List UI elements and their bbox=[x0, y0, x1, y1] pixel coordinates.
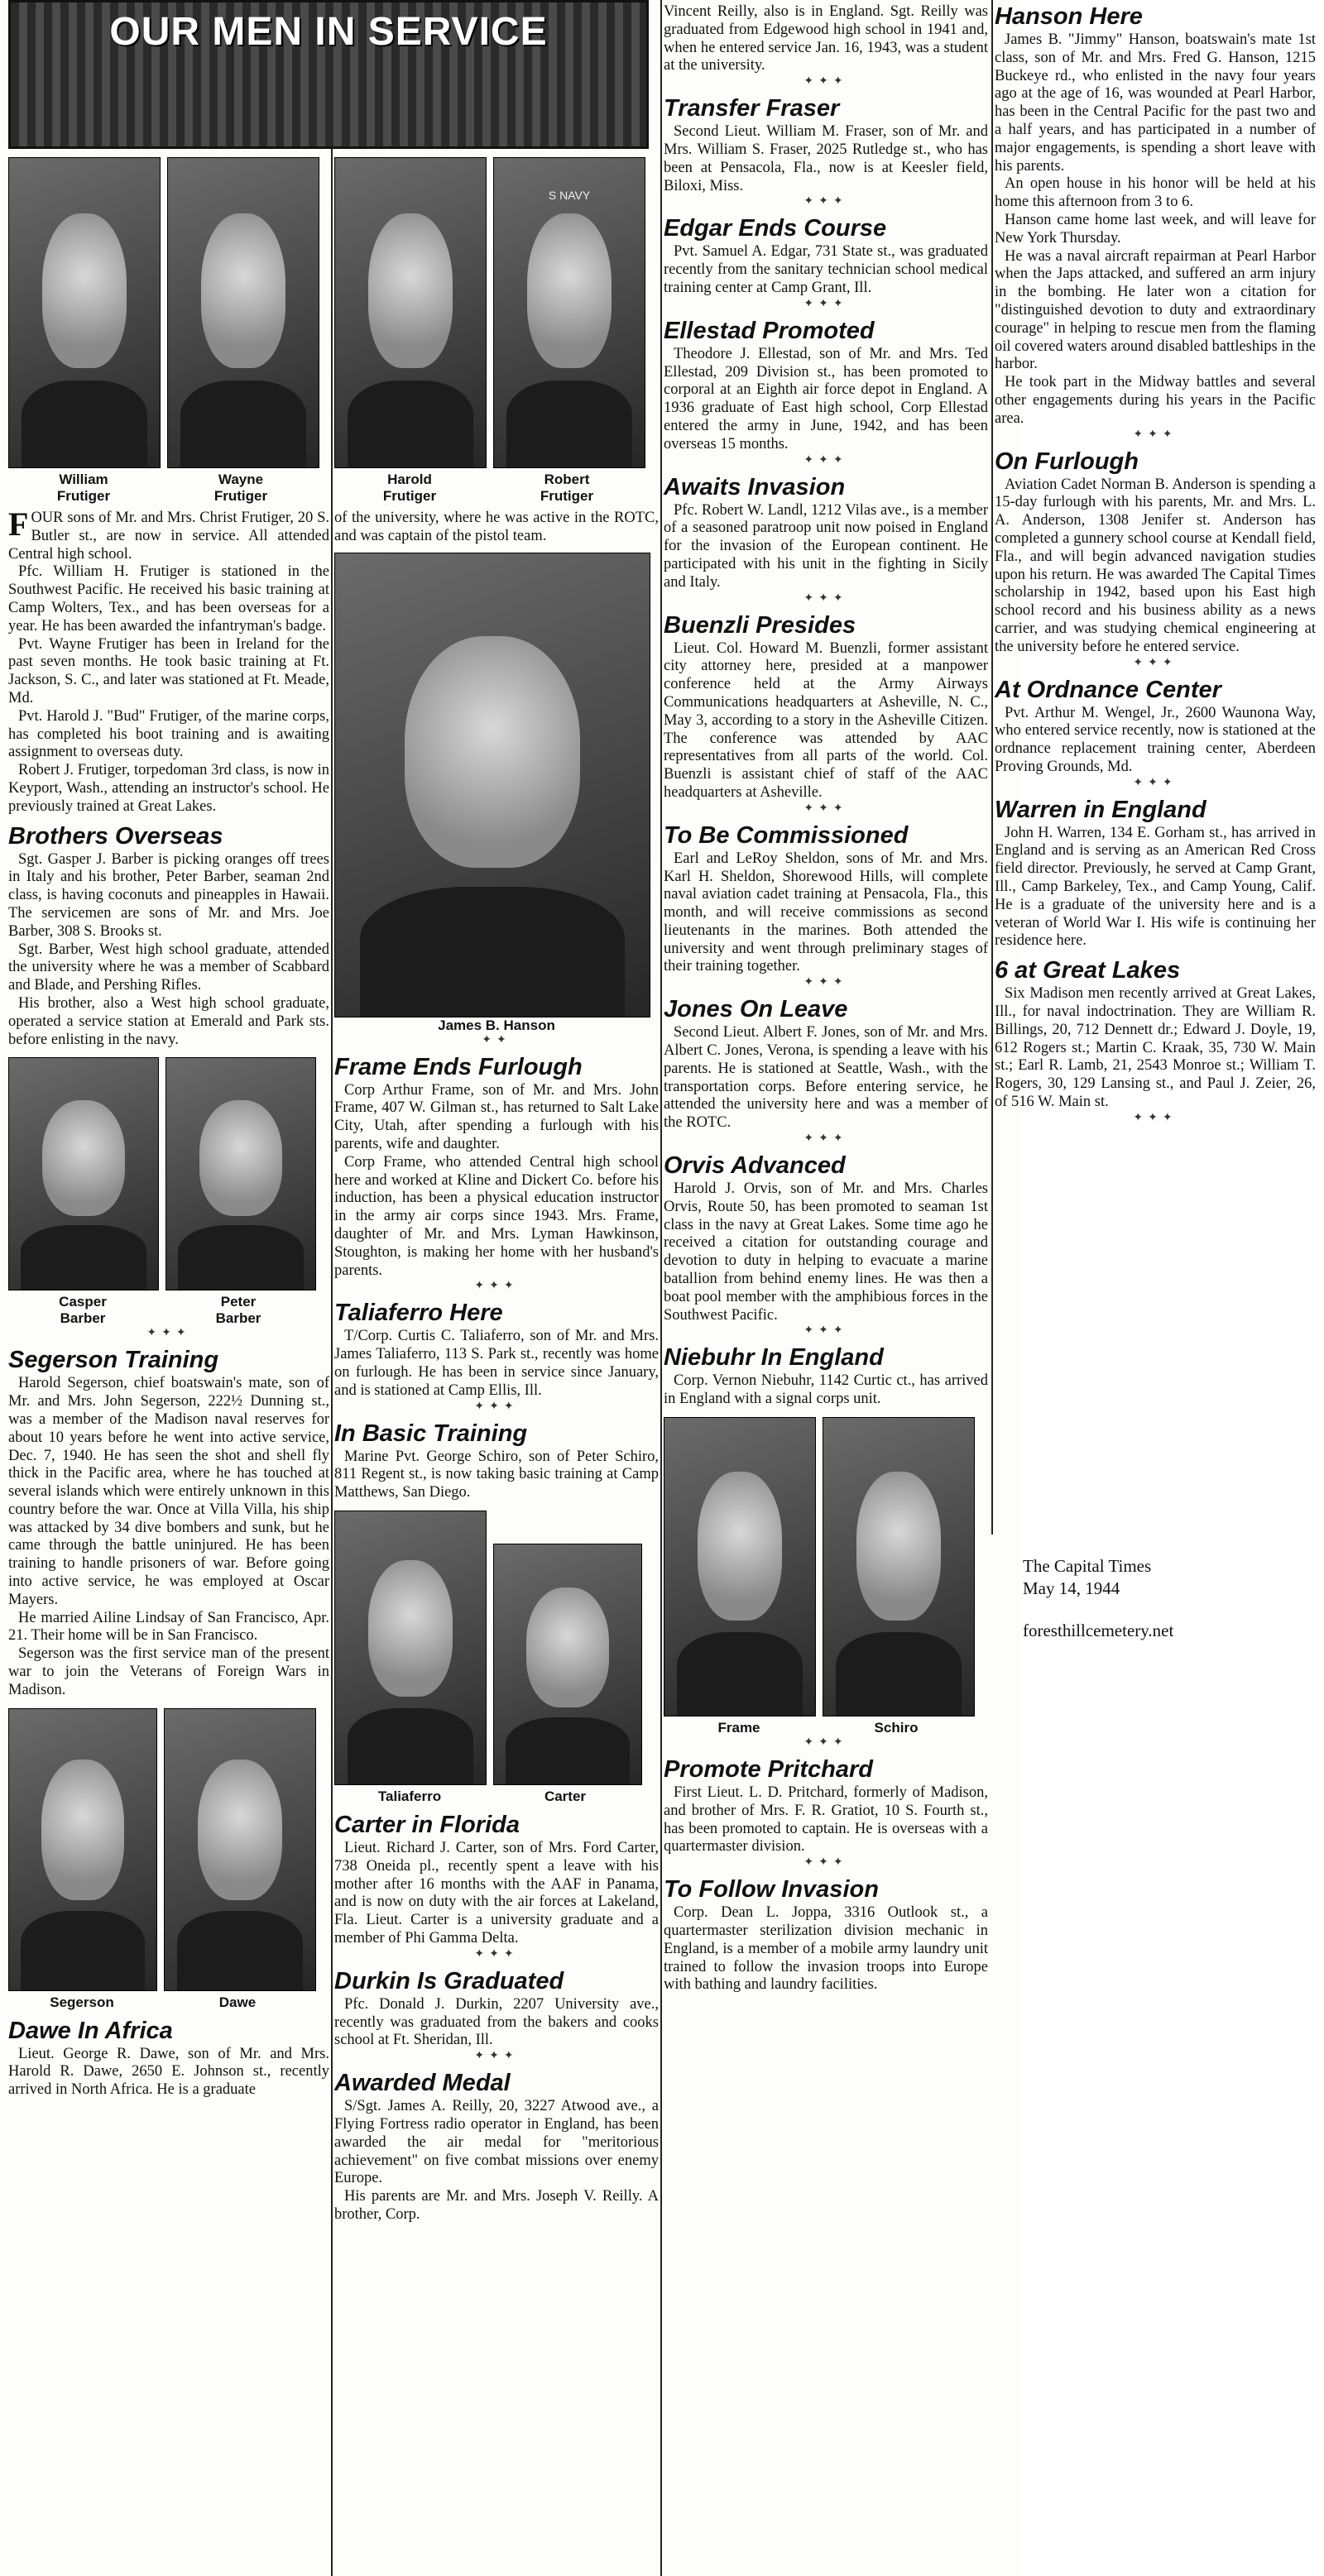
caption: Wayne Frutiger bbox=[213, 472, 268, 504]
headline: Niebuhr In England bbox=[664, 1344, 884, 1372]
divider-stars: ✦✦ bbox=[482, 1033, 511, 1046]
article-text: Lieut. George R. Dawe, son of Mr. and Mrs. Harold R. Dawe, 2650 E. Johnson st., recently arrived in North Africa. He is a graduate bbox=[8, 2045, 329, 2099]
article-text: He was a naval aircraft repairman at Pearl Harbor when the Japs attacked, and suffered an arm injury in the bombing. He later won a citation for "distinguished devotion to duty and extraordinary courage" in helping to rescue men from the flaming oil covered waters around disabled battleships in the harbor. bbox=[995, 247, 1316, 373]
photo-carter bbox=[493, 1544, 642, 1785]
frame-schiro-captions bbox=[664, 1720, 988, 1736]
headline: Durkin Is Graduated bbox=[334, 1967, 564, 1994]
credit-block bbox=[1023, 1555, 1173, 1642]
photo-peter-barber bbox=[166, 1057, 316, 1290]
barber-photos bbox=[8, 1057, 329, 1290]
divider-stars: ✦✦✦ bbox=[804, 1132, 848, 1146]
article-text: Lieut. Col. Howard M. Buenzli, former assistant city attorney here, presided at a manpower conference held at the Army Airways Communications headquarters at Asheville, N. C., May 3, according to a story in the Asheville Citizen. The conference was attended by AAC representatives from all parts of the world. Col. Buenzli is assistant chief of staff of the AAC headquarters at Asheville. bbox=[664, 639, 988, 801]
article-text: He took part in the Midway battles and several other engagements during his years in the Pacific area. bbox=[995, 374, 1316, 427]
divider-stars: ✦✦✦ bbox=[804, 976, 848, 989]
divider-stars: ✦✦✦ bbox=[804, 802, 848, 815]
column-rule bbox=[660, 0, 662, 2576]
headline: Warren in England bbox=[995, 796, 1206, 823]
headline: Transfer Fraser bbox=[664, 95, 840, 122]
caption: James B. Hanson bbox=[438, 1017, 555, 1033]
credit-date: May 14, 1944 bbox=[1023, 1578, 1120, 1598]
headline: Edgar Ends Course bbox=[664, 215, 887, 242]
article-text: Hanson came home last week, and will leave for New York Thursday. bbox=[995, 211, 1316, 247]
headline: Orvis Advanced bbox=[664, 1152, 846, 1180]
article-text: T/Corp. Curtis C. Taliaferro, son of Mr. and Mrs. James Taliaferro, 113 S. Park st., recently was home on furlough. He has been in service since January, and is stationed at Camp Ellis, Ill. bbox=[334, 1328, 659, 1399]
taliaferro-carter-photos bbox=[334, 1511, 659, 1785]
photo-wayne-frutiger bbox=[167, 157, 319, 468]
divider-stars: ✦✦✦ bbox=[804, 195, 848, 208]
caption: Peter Barber bbox=[215, 1294, 261, 1327]
headline: Awaits Invasion bbox=[664, 473, 846, 500]
photo-segerson bbox=[8, 1708, 157, 1991]
photo-james-hanson bbox=[334, 553, 650, 1017]
barber-captions bbox=[8, 1294, 329, 1327]
article-text: Pvt. Wayne Frutiger has been in Ireland for the past seven months. He took basic training at Ft. Jackson, S. C., and later was stationed at Ft. Meade, Md. bbox=[8, 635, 329, 706]
article-text: Pvt. Arthur M. Wengel, Jr., 2600 Waunona Way, who entered service recently, now is stationed at the ordnance replacement training center, Aberdeen Proving Grounds, Md. bbox=[995, 704, 1316, 775]
article-text: Six Madison men recently arrived at Great Lakes, Ill., for naval indoctrination. They are William R. Billings, 20, 712 Dennett dr.; Edward J. Doyle, 19, 612 Rogers st.; Martin C. Kraak, 35, 730 W. Main st.; Earl R. Lamb, 21, 2543 Monroe st.; William T. Rogers, 30, 129 Lansing st., and Paul J. Zeier, 26, of 516 W. Main st. bbox=[995, 985, 1316, 1111]
headline: To Follow Invasion bbox=[664, 1876, 879, 1903]
article-text: Harold J. Orvis, son of Mr. and Mrs. Charles Orvis, Route 50, has been promoted to seaman 1st class in the navy at Great Lakes. Some time ago he received a citation for outstanding courage and devotion to duty in helping to evacuate a marine batallion from behind enemy lines. He was then a boat pool member with the amphibious forces in the Southwest Pacific. bbox=[664, 1180, 988, 1324]
article-text: James B. "Jimmy" Hanson, boatswain's mate 1st class, son of Mr. and Mrs. Fred G. Hanson, 1215 Buckeye rd., who enlisted in the navy four years ago at the age of 16, was wounded at Pearl Harbor, has been in the Central Pacific for the past two and a half years, and has participated in a number of major engagements, is spending a short leave with his parents. bbox=[995, 31, 1316, 175]
article-text: Second Lieut. Albert F. Jones, son of Mr. and Mrs. Albert C. Jones, Verona, is spending a leave with his parents. He is stationed at Seattle, Wash., with the transportation corps. Before entering service, he attended the university here and was a member of the ROTC. bbox=[664, 1024, 988, 1132]
divider-stars: ✦✦✦ bbox=[1133, 428, 1178, 441]
headline: Promote Pritchard bbox=[664, 1756, 873, 1784]
banner-title: OUR MEN IN SERVICE bbox=[109, 10, 548, 54]
frutiger-photos-2 bbox=[334, 157, 659, 468]
article-text: His brother, also a West high school graduate, operated a service station at Emerald and Park sts. before enlisting in the navy. bbox=[8, 994, 329, 1048]
article-text: Robert J. Frutiger, torpedoman 3rd class, is now in Keyport, Wash., attending an instructor's school. He previously trained at Great Lakes. bbox=[8, 762, 329, 815]
divider-stars: ✦✦✦ bbox=[474, 1280, 519, 1293]
divider-stars: ✦✦✦ bbox=[1133, 1111, 1178, 1124]
column-3 bbox=[664, 0, 988, 2576]
headline: Carter in Florida bbox=[334, 1811, 520, 1838]
segerson-dawe-photos bbox=[8, 1708, 329, 1991]
article-text: Earl and LeRoy Sheldon, sons of Mr. and Mrs. Karl H. Sheldon, Shorewood Hills, will complete naval aviation cadet training at Pensacola, Fla., this month, and will receive commissions as second lieutenants in the marines. Both attended the university and went through preliminary stages of their training together. bbox=[664, 850, 988, 975]
article-text: of the university, where he was active in the ROTC, and was captain of the pistol team. bbox=[334, 510, 659, 544]
article-text: S/Sgt. James A. Reilly, 20, 3227 Atwood ave., a Flying Fortress radio operator in England, has been awarded the air medal for "meritorious achievement" on five combat missions over enemy Europe. bbox=[334, 2098, 659, 2187]
headline: In Basic Training bbox=[334, 1420, 528, 1447]
article-text: Aviation Cadet Norman B. Anderson is spending a 15-day furlough with his parents, Mr. and Mrs. L. A. Anderson, 1308 Jenifer st. Anderson has completed a gunnery school course at Kendall field, Fla., and will begin advanced navigation studies upon his return. He was awarded The Capital Times scholarship in 1942, based upon his East high school record and his business ability as a news carrier, and was studying chemical engineering at the university before he entered service. bbox=[995, 476, 1316, 655]
headline: Ellestad Promoted bbox=[664, 317, 875, 344]
caption: Harold Frutiger bbox=[382, 472, 437, 504]
segerson-dawe-captions bbox=[8, 1994, 329, 2011]
frame-schiro-photos bbox=[664, 1417, 988, 1717]
article-text: John H. Warren, 134 E. Gorham st., has arrived in England and is serving as an American Red Cross field director. Previously, he served at Camp Grant, Ill., Camp Barkeley, Tex., and Camp Young, Calif. He is a graduate of the university here and is a veteran of World War I. His wife is continuing her residence here. bbox=[995, 824, 1316, 950]
headline: On Furlough bbox=[995, 448, 1139, 475]
divider-stars: ✦✦✦ bbox=[474, 1947, 519, 1961]
article-text: An open house in his honor will be held at his home this afternoon from 3 to 6. bbox=[995, 175, 1316, 211]
frutiger-captions-2 bbox=[334, 472, 659, 505]
divider-stars: ✦✦✦ bbox=[474, 2050, 519, 2063]
headline: Segerson Training bbox=[8, 1347, 219, 1374]
divider-stars: ✦✦✦ bbox=[804, 1324, 848, 1338]
caption: Robert Frutiger bbox=[540, 472, 594, 504]
caption: Casper Barber bbox=[59, 1294, 107, 1327]
headline: 6 at Great Lakes bbox=[995, 957, 1181, 984]
caption: William Frutiger bbox=[56, 472, 111, 504]
article-text: FOUR sons of Mr. and Mrs. Christ Frutiger, 20 S. Butler st., are now in service. All attended Central high school. bbox=[8, 505, 329, 563]
divider-stars: ✦✦✦ bbox=[804, 1736, 848, 1750]
headline: Dawe In Africa bbox=[8, 2017, 173, 2044]
credit-source: foresthillcemetery.net bbox=[1023, 1621, 1174, 1640]
photo-dawe bbox=[164, 1708, 316, 1991]
headline: To Be Commissioned bbox=[664, 821, 909, 849]
article-text: Corp Arthur Frame, son of Mr. and Mrs. John Frame, 407 W. Gilman st., has returned to Salt Lake City, Utah, after spending a furlough with his parents, wife and daughter. bbox=[334, 1081, 659, 1152]
divider-stars: ✦✦✦ bbox=[804, 1856, 848, 1870]
photo-robert-frutiger: S NAVY bbox=[493, 157, 645, 468]
article-text: Pvt. Samuel A. Edgar, 731 State st., was graduated recently from the sanitary technician school medical training center at Camp Grant, Ill. bbox=[664, 243, 988, 296]
taliaferro-carter-captions bbox=[334, 1788, 659, 1805]
article-text: He married Ailine Lindsay of San Francisco, Apr. 21. Their home will be in San Francisco. bbox=[8, 1609, 329, 1645]
divider-stars: ✦✦✦ bbox=[804, 75, 848, 89]
column-rule bbox=[991, 0, 993, 1535]
article-text: Second Lieut. William M. Fraser, son of Mr. and Mrs. William S. Fraser, 2025 Rutledge st., who has been at Pensacola, Fla., now is at Keesler field, Biloxi, Miss. bbox=[664, 123, 988, 194]
caption: Taliaferro bbox=[377, 1788, 442, 1804]
divider-stars: ✦✦✦ bbox=[804, 297, 848, 310]
divider-stars: ✦✦✦ bbox=[804, 453, 848, 467]
headline: Hanson Here bbox=[995, 3, 1143, 30]
article-text: Vincent Reilly, also is in England. Sgt. Reilly was graduated from Edgewood high school in 1941 and, when he entered service Jan. 16, 1943, was a student at the university. bbox=[664, 3, 988, 74]
headline: Jones On Leave bbox=[664, 996, 848, 1023]
article-text: Pfc. Donald J. Durkin, 2207 University ave., recently was graduated from the bakers and cooks school at Ft. Sheridan, Ill. bbox=[334, 1995, 659, 2049]
article-text: Corp. Vernon Niebuhr, 1142 Curtic ct., has arrived in England with a signal corps unit. bbox=[664, 1372, 988, 1408]
caption: Frame bbox=[717, 1720, 760, 1736]
article-text: Marine Pvt. George Schiro, son of Peter Schiro, 811 Regent st., is now taking basic training at Camp Matthews, San Diego. bbox=[334, 1448, 659, 1501]
article-text: Pvt. Harold J. "Bud" Frutiger, of the marine corps, has completed his boot training and is awaiting assignment to overseas duty. bbox=[8, 707, 329, 761]
photo-taliaferro bbox=[334, 1511, 487, 1785]
frutiger-captions bbox=[8, 472, 329, 505]
headline: Buenzli Presides bbox=[664, 611, 856, 639]
article-text: Pfc. Robert W. Landl, 1212 Vilas ave., is a member of a seasoned paratroop unit now poised in England for the invasion of the European continent. He participated with his unit in the fighting in Sicily and Italy. bbox=[664, 501, 988, 591]
caption: Dawe bbox=[218, 1994, 257, 2010]
article-text: Lieut. Richard J. Carter, son of Mrs. Ford Carter, 738 Oneida pl., recently spent a leave with his mother after 16 months with the AAF in Panama, and is now on duty with the air forces at Lakeland, Fla. Lieut. Carter is a university graduate and a member of Phi Gamma Delta. bbox=[334, 1839, 659, 1946]
photo-schiro bbox=[823, 1417, 975, 1717]
headline: Frame Ends Furlough bbox=[334, 1053, 583, 1080]
divider-stars: ✦✦✦ bbox=[1133, 776, 1178, 789]
photo-frame bbox=[664, 1417, 816, 1717]
article-text: First Lieut. L. D. Pritchard, formerly of Madison, and brother of Mrs. F. R. Gratiot, 10 S. Fourth st., has been promoted to captain. He is overseas with a quartermaster division. bbox=[664, 1784, 988, 1855]
headline: Taliaferro Here bbox=[334, 1300, 503, 1327]
column-rule bbox=[331, 0, 333, 2576]
headline: At Ordnance Center bbox=[995, 676, 1221, 703]
article-text: Sgt. Gasper J. Barber is picking oranges off trees in Italy and his brother, Peter Barber, seaman 2nd class, is having coconuts and pineapples in Hawaii. The servicemen are sons of Mr. and Mrs. Joe Barber, 308 S. Brooks st. bbox=[8, 850, 329, 940]
article-text: His parents are Mr. and Mrs. Joseph V. Reilly. A brother, Corp. bbox=[334, 2188, 659, 2223]
divider-stars: ✦✦✦ bbox=[804, 591, 848, 605]
article-text: Theodore J. Ellestad, son of Mr. and Mrs. Ted Ellestad, 209 Division st., has been promoted to corporal at an Eighth air force depot in England. A 1936 graduate of East high school, Corp Ellestad entered the army in June, 1942, and has been overseas 15 months. bbox=[664, 345, 988, 452]
article-text: Harold Segerson, chief boatswain's mate, son of Mr. and Mrs. John Segerson, 222½ Dunning st., was a member of the Madison naval reserves for about 10 years before he went into active service, Dec. 7, 1940. He has seen the shot and shell fly thick in the Pacific area, where he has touched at several islands which were entirely unknown in this country before the war. Once at Villa Villa, his ship was attacked by 34 dive bombers and sunk, but he came through the battle uninjured. He has been training to handle prisoners of war. Before going into active service, he was employed at Oscar Mayers. bbox=[8, 1375, 329, 1608]
divider-stars: ✦✦✦ bbox=[474, 1400, 519, 1413]
article-text: Sgt. Barber, West high school graduate, attended the university where he was a member of Scabbard and Blade, and Pershing Rifles. bbox=[8, 941, 329, 994]
photo-harold-frutiger bbox=[334, 157, 487, 468]
frutiger-photos bbox=[8, 157, 329, 468]
divider-stars: ✦✦✦ bbox=[146, 1327, 191, 1340]
photo-casper-barber bbox=[8, 1057, 159, 1290]
column-4 bbox=[995, 0, 1316, 1539]
article-text: Corp Frame, who attended Central high school here and worked at Kline and Dickert Co. before his induction, has been a physical education instructor in the army air corps since 1943. Mrs. Frame, daughter of Mr. and Mrs. Lyman Hawkinson, Stoughton, is making her home with her husband's parents. bbox=[334, 1153, 659, 1279]
divider-stars: ✦✦✦ bbox=[1133, 656, 1178, 669]
headline: Awarded Medal bbox=[334, 2070, 511, 2097]
caption: Segerson bbox=[50, 1994, 114, 2010]
column-2 bbox=[334, 0, 659, 2576]
caption: Carter bbox=[544, 1788, 587, 1804]
headline: Brothers Overseas bbox=[8, 822, 223, 850]
photo-william-frutiger bbox=[8, 157, 161, 468]
credit-publication: The Capital Times bbox=[1023, 1556, 1152, 1576]
article-text: Pfc. William H. Frutiger is stationed in the Southwest Pacific. He received his basic training at Camp Wolters, Tex., and has been overseas for a year. He has been awarded the infantryman's badge. bbox=[8, 563, 329, 634]
article-text: Corp. Dean L. Joppa, 3316 Outlook st., a quartermaster sterilization division mechanic in England, is a member of a mobile army laundry unit trained to follow the invasion troops into Europe with bathing and laundry facilities. bbox=[664, 1904, 988, 1994]
caption: Schiro bbox=[874, 1720, 919, 1736]
article-text: Segerson was the first service man of the present war to join the Veterans of Foreign Wars in Madison. bbox=[8, 1645, 329, 1698]
